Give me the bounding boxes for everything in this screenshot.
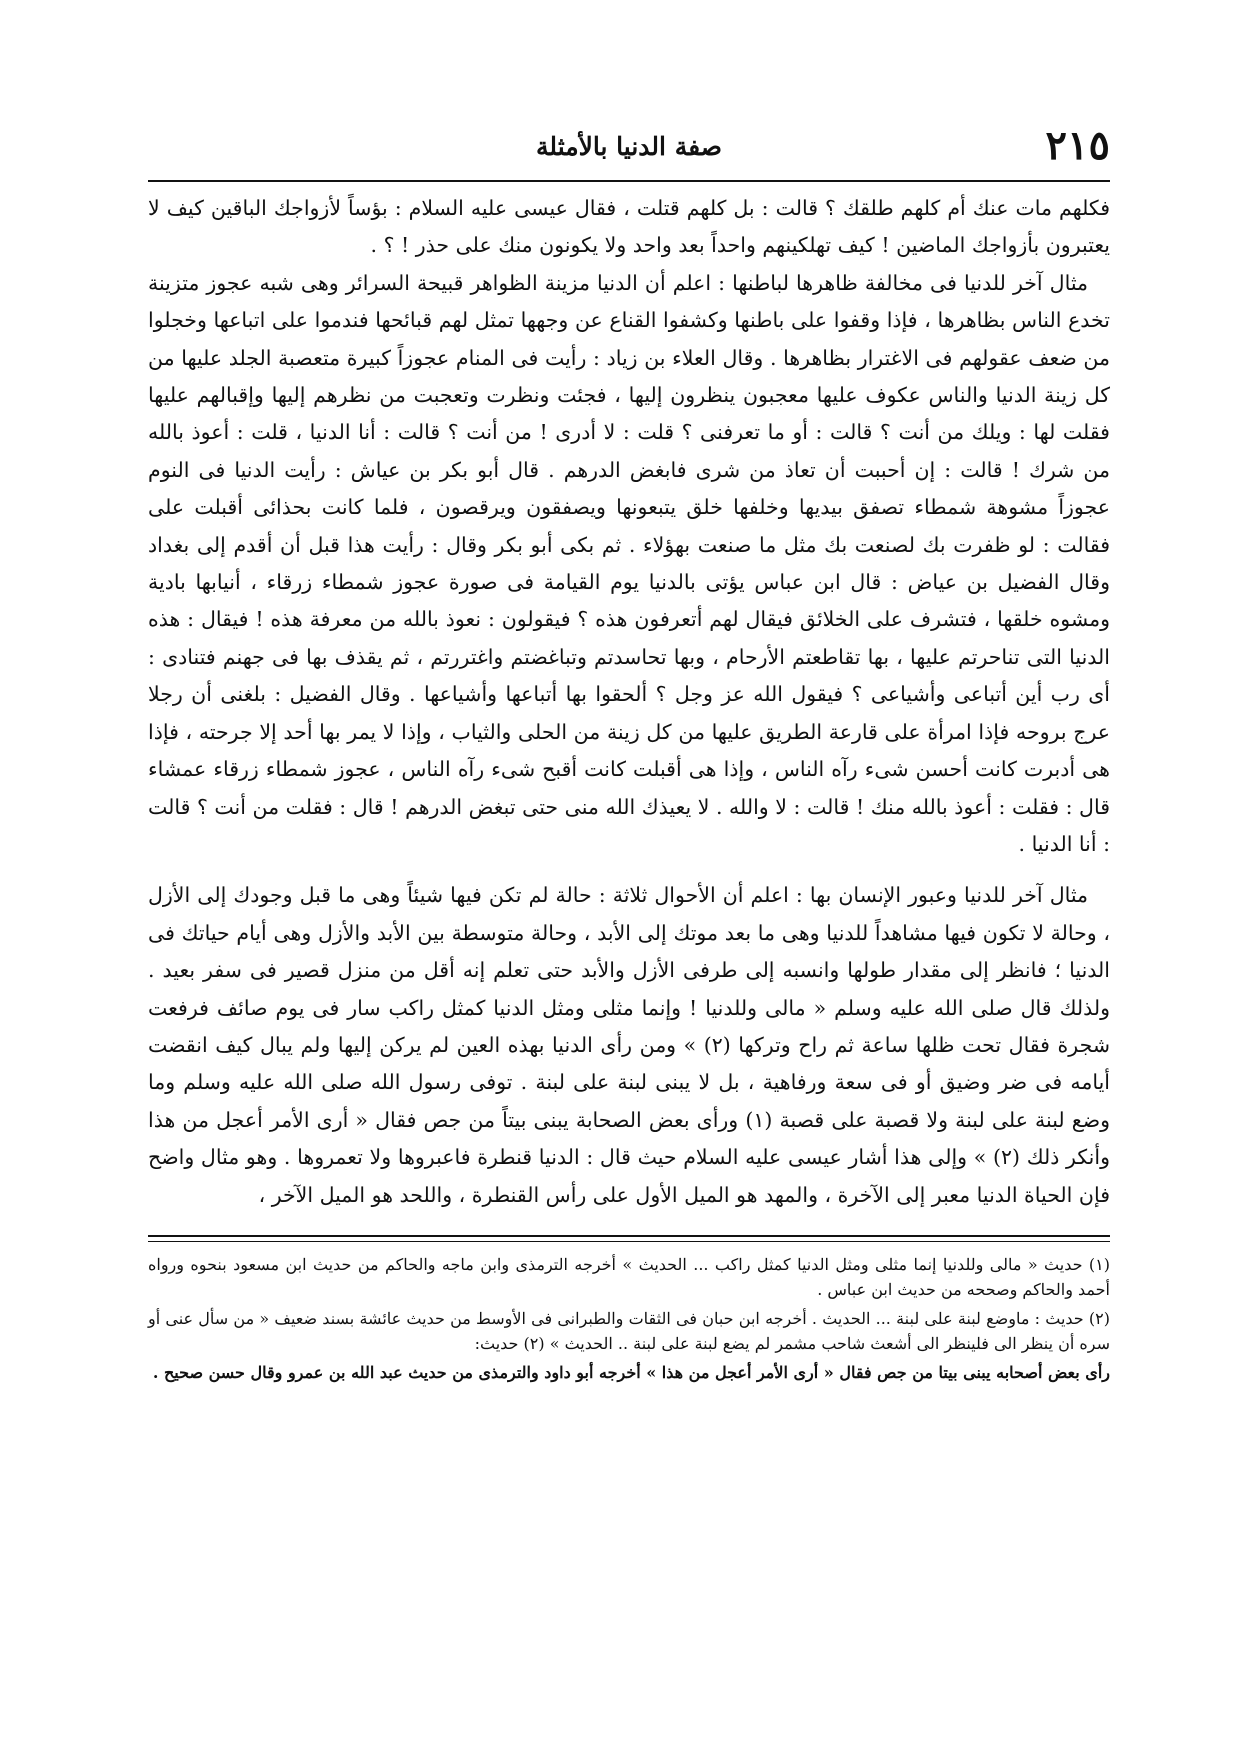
paragraph-1: فكلهم مات عنك أم كلهم طلقك ؟ قالت : بل كلهم قتلت ، فقال عيسى عليه السلام : بؤساً لأزواجك الباقين كيف لا يعتبرون بأزواجك الماضين ! كيف تهلكينهم واحداً بعد واحد ولا يكونون منك على حذر ! ؟ .: [148, 196, 1110, 258]
footnotes: [148, 1252, 1110, 1385]
page-number: ٢١٥: [1045, 122, 1110, 169]
main-text: [148, 190, 1110, 1214]
page-header: [148, 122, 1110, 172]
footnote-3: رأى بعض أصحابه يبنى بيتا من جص فقال « أرى الأمر أعجل من هذا » أخرجه أبو داود والترمذى من حديث عبد الله بن عمرو وقال حسن صحيح .: [152, 1363, 1110, 1382]
footnote-2: (٢) حديث : ماوضع لبنة على لبنة ... الحديث . أخرجه ابن حبان فى الثقات والطبرانى فى الأوسط من حديث عائشة بسند ضعيف « من سأل عنى أو سره أن ينظر الى فلينظر الى أشعث شاحب مشمر لم يضع لبنة على لبنة .. الحديث » (٢) حديث:: [148, 1309, 1110, 1353]
paragraph-2: مثال آخر للدنيا فى مخالفة ظاهرها لباطنها : اعلم أن الدنيا مزينة الظواهر قبيحة السرائر وهى شبه عجوز متزينة تخدع الناس بظاهرها ، فإذا وقفوا على باطنها وكشفوا القناع عن وجهها تمثل لهم قبائحها فندموا على اتباعها وخجلوا من ضعف عقولهم فى الاغترار بظاهرها . وقال العلاء بن زياد : رأيت فى المنام عجوزاً كبيرة متعصبة الجلد عليها من كل زينة الدنيا والناس عكوف عليها معجبون ينظرون إليها ، فجئت ونظرت وتعجبت من نظرهم إليها وإقبالهم عليها فقلت لها : ويلك من أنت ؟ قالت : أو ما تعرفنى ؟ قلت : لا أدرى ! من أنت ؟ قالت : أنا الدنيا ، قلت : أعوذ بالله من شرك ! قالت : إن أحببت أن تعاذ من شرى فابغض الدرهم . قال أبو بكر بن عياش : رأيت الدنيا فى النوم عجوزاً مشوهة شمطاء تصفق بيديها وخلفها خلق يتبعونها ويصفقون ويرقصون ، فلما كانت بحذائى أقبلت على فقالت : لو ظفرت بك لصنعت بك مثل ما صنعت بهؤلاء . ثم بكى أبو بكر وقال : رأيت هذا قبل أن أقدم إلى بغداد وقال الفضيل بن عياض : قال ابن عباس يؤتى بالدنيا يوم القيامة فى صورة عجوز شمطاء زرقاء ، أنيابها بادية ومشوه خلقها ، فتشرف على الخلائق فيقال لهم أتعرفون هذه ؟ فيقولون : نعوذ بالله من معرفة هذه ! فيقال : هذه الدنيا التى تناحرتم عليها ، بها تقاطعتم الأرحام ، وبها تحاسدتم وتباغضتم واغتررتم ، ثم يقذف بها فى جهنم فتنادى : أى رب أين أتباعى وأشياعى ؟ فيقول الله عز وجل ؟ ألحقوا بها أتباعها وأشياعها . وقال الفضيل : بلغنى أن رجلا عرج بروحه فإذا امرأة على قارعة الطريق عليها من كل زينة من الحلى والثياب ، وإذا لا يمر بها أحد إلا جرحته ، فإذا هى أدبرت كانت أحسن شىء رآه الناس ، وإذا هى أقبلت كانت أقبح شىء رآه الناس ، عجوز شمطاء زرقاء عمشاء قال : فقلت : أعوذ بالله منك ! قالت : لا والله . لا يعيذك الله منى حتى تبغض الدرهم ! قال : فقلت من أنت ؟ قالت : أنا الدنيا .: [148, 270, 1110, 856]
running-title: صفة الدنيا بالأمثلة: [536, 132, 722, 161]
footnote-divider: [148, 1235, 1110, 1242]
header-divider: [148, 180, 1110, 182]
footnote-1: (١) حديث « مالى وللدنيا إنما مثلى ومثل الدنيا كمثل راكب ... الحديث » أخرجه الترمذى وابن ماجه والحاكم من حديث ابن مسعود بنحوه ورواه أحمد والحاكم وصححه من حديث ابن عباس .: [148, 1255, 1110, 1299]
paragraph-3: مثال آخر للدنيا وعبور الإنسان بها : اعلم أن الأحوال ثلاثة : حالة لم تكن فيها شيئاً وهى ما قبل وجودك إلى الأزل ، وحالة لا تكون فيها مشاهداً للدنيا وهى ما بعد موتك إلى الأبد ، وحالة متوسطة بين الأبد والأزل وهى أيام حياتك فى الدنيا ؛ فانظر إلى مقدار طولها وانسبه إلى طرفى الأزل والأبد حتى تعلم إنه أقل من منزل قصير فى سفر بعيد . ولذلك قال صلى الله عليه وسلم « مالى وللدنيا ! وإنما مثلى ومثل الدنيا كمثل راكب سار فى يوم صائف فرفعت شجرة فقال تحت ظلها ساعة ثم راح وتركها (٢) » ومن رأى الدنيا بهذه العين لم يركن إليها ولم يبال كيف انقضت أيامه فى ضر وضيق أو فى سعة ورفاهية ، بل لا يبنى لبنة على لبنة . توفى رسول الله صلى الله عليه وسلم وما وضع لبنة على لبنة ولا قصبة على قصبة (١) ورأى بعض الصحابة يبنى بيتاً من جص فقال « أرى الأمر أعجل من هذا وأنكر ذلك (٢) » وإلى هذا أشار عيسى عليه السلام حيث قال : الدنيا قنطرة فاعبروها ولا تعمروها . وهو مثال واضح فإن الحياة الدنيا معبر إلى الآخرة ، والمهد هو الميل الأول على رأس القنطرة ، واللحد هو الميل الآخر ،: [148, 883, 1111, 1207]
